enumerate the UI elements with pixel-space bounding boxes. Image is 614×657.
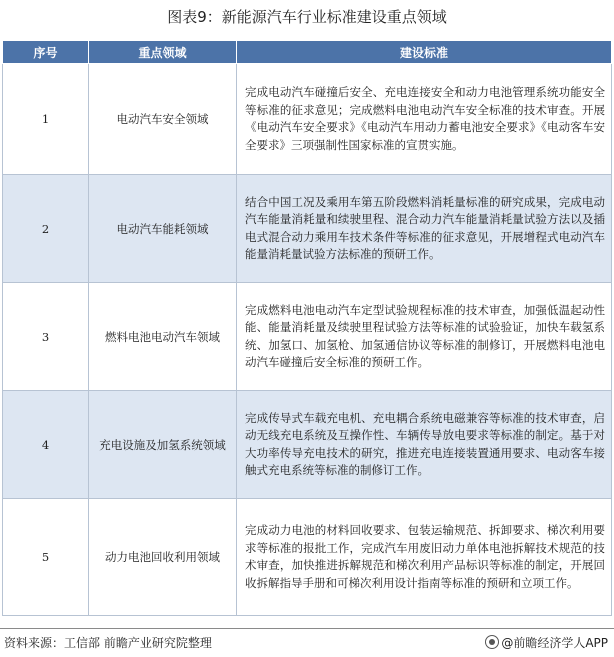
brand-label: @前瞻经济学人APP <box>501 636 608 650</box>
row-area: 动力电池回收利用领域 <box>89 499 237 616</box>
source-note: 资料来源：工信部 前瞻产业研究院整理 <box>4 636 212 650</box>
row-standard: 完成动力电池的材料回收要求、包装运输规范、拆卸要求、梯次利用要求等标准的报批工作，完成汽车用废旧动力单体电池拆解技术规范的技术审查，加快推进拆解规范和梯次利用产品标识等标准的制定，开展回收拆解指导手册和可梯次利用设计指南等标准的预研和立项工作。 <box>237 499 612 616</box>
row-number: 2 <box>3 175 89 283</box>
header-number: 序号 <box>3 41 89 64</box>
row-area: 电动汽车安全领域 <box>89 64 237 175</box>
brand-credit <box>485 634 608 651</box>
row-standard: 完成传导式车载充电机、充电耦合系统电磁兼容等标准的技术审查，启动无线充电系统及互操作性、车辆传导放电要求等标准的制定。基于对大功率传导充电技术的研究，推进充电连接装置通用要求、电动客车接触式充电系统等标准的制修订工作。 <box>237 391 612 499</box>
row-area: 燃料电池电动汽车领域 <box>89 283 237 391</box>
header-area: 重点领域 <box>89 41 237 64</box>
row-number: 5 <box>3 499 89 616</box>
table-row <box>3 283 612 391</box>
row-standard: 完成电动汽车碰撞后安全、充电连接安全和动力电池管理系统功能安全等标准的征求意见；完成燃料电池电动汽车安全标准的技术审查。开展《电动汽车安全要求》《电动汽车用动力蓄电池安全要求》《电动客车安全要求》三项强制性国家标准的宣贯实施。 <box>237 64 612 175</box>
page-title: 图表9：新能源汽车行业标准建设重点领域 <box>167 8 447 26</box>
row-standard: 结合中国工况及乘用车第五阶段燃料消耗量标准的研究成果，完成电动汽车能量消耗量和续驶里程、混合动力汽车能量消耗量试验方法以及插电式混合动力乘用车技术条件等标准的征求意见，开展增程式电动汽车能量消耗量试验方法标准的预研工作。 <box>237 175 612 283</box>
table-row <box>3 175 612 283</box>
row-area: 充电设施及加氢系统领域 <box>89 391 237 499</box>
row-area: 电动汽车能耗领域 <box>89 175 237 283</box>
header-standard: 建设标准 <box>237 41 612 64</box>
brand-logo-icon <box>485 635 499 649</box>
footer <box>0 628 614 651</box>
table-row <box>3 64 612 175</box>
row-number: 3 <box>3 283 89 391</box>
row-number: 4 <box>3 391 89 499</box>
row-number: 1 <box>3 64 89 175</box>
table-row <box>3 499 612 616</box>
table-row <box>3 391 612 499</box>
standards-table <box>2 40 612 616</box>
table-header-row <box>3 41 612 64</box>
row-standard: 完成燃料电池电动汽车定型试验规程标准的技术审查，加强低温起动性能、能量消耗量及续驶里程试验方法等标准的试验验证，加快车载氢系统、加氢口、加氢枪、加氢通信协议等标准的制修订，开展燃料电池电动汽车碰撞后安全标准的预研工作。 <box>237 283 612 391</box>
